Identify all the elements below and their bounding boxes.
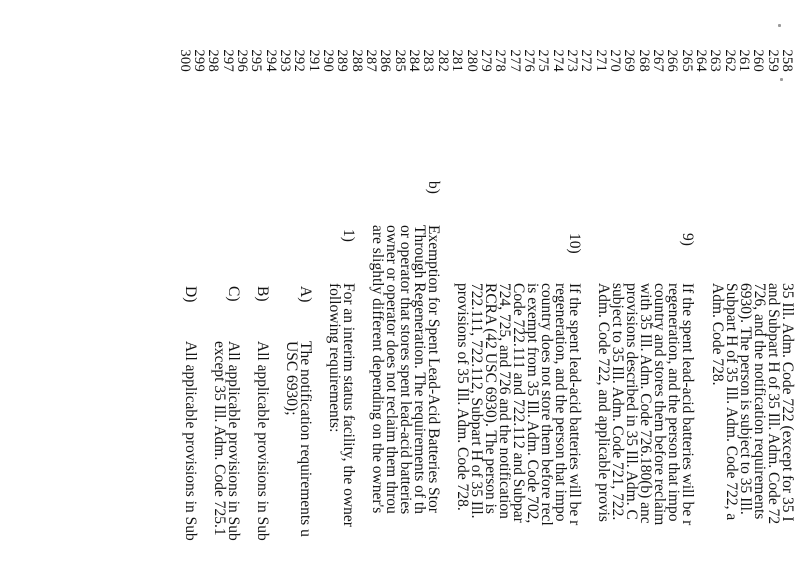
line-number: 262: [721, 49, 738, 72]
subitem-marker: D): [182, 286, 199, 303]
line-number: 264: [692, 49, 709, 72]
line-number: 296: [234, 49, 251, 72]
line-number: 269: [621, 49, 638, 72]
text-line: except 35 Ill. Adm. Code 725.1: [211, 341, 228, 536]
text-line: All applicable provisions in Sub: [254, 341, 271, 541]
text-line: 724, 725, and 726 and the notification: [496, 283, 513, 519]
text-line: All applicable provisions in Sub: [182, 341, 199, 541]
line-number: 285: [391, 49, 408, 72]
text-line: Adm. Code 722, and applicable provis: [595, 283, 612, 522]
line-number: 272: [578, 49, 595, 72]
line-number: 271: [592, 49, 609, 72]
text-line: If the spent lead-acid batteries will be r: [679, 283, 696, 526]
line-number: 291: [305, 49, 322, 72]
line-number: 280: [463, 49, 480, 72]
line-number: 300: [176, 49, 193, 72]
subitem-marker: B): [254, 286, 271, 302]
line-number: 287: [363, 49, 380, 72]
text-line: 722.111, 722.112, Subpart H of 35 Ill.: [468, 283, 485, 519]
text-line: For an interim status facility, the owner: [340, 283, 357, 527]
text-line: Adm. Code 728.: [709, 283, 726, 386]
line-number: 284: [406, 49, 423, 72]
line-number: 283: [420, 49, 437, 72]
subitem-marker: A): [297, 286, 314, 303]
text-line: and Subpart H of 35 Ill. Adm. Code 72: [765, 283, 782, 525]
item-marker: 9): [679, 233, 696, 246]
text-line: Subpart H of 35 Ill. Adm. Code 722, a: [723, 283, 740, 521]
item-marker: 1): [340, 229, 357, 242]
line-number: 263: [707, 49, 724, 72]
text-line: Exemption for Spent Lead-Acid Batteries Stor: [425, 225, 442, 513]
line-number: 298: [205, 49, 222, 72]
text-line: owner or operator does not reclaim them throu: [383, 225, 400, 514]
text-line: country and stores them before reclaim: [651, 283, 668, 526]
line-number: 273: [563, 49, 580, 72]
line-number: 288: [348, 49, 365, 72]
line-number: 266: [664, 49, 681, 72]
text-line: regeneration, and the person that impo: [665, 283, 682, 522]
text-line: is exempt from 35 Ill. Adm. Code 702,: [524, 283, 541, 524]
text-line: 726, and the notification requirements: [751, 283, 768, 520]
line-number: 276: [520, 49, 537, 72]
text-line: 35 Ill. Adm. Code 722 (except for 35 I: [779, 283, 796, 522]
text-line: with 35 Ill. Adm. Code 726.180(b) anc: [637, 283, 654, 524]
line-number: 279: [477, 49, 494, 72]
text-line: following requirements:: [326, 283, 343, 433]
text-line: 6930). The person is subject to 35 Ill.: [737, 283, 754, 515]
line-number: 293: [277, 49, 294, 72]
line-number: 259: [764, 49, 781, 72]
line-number: 297: [219, 49, 236, 72]
text-line: The notification requirements u: [297, 341, 314, 537]
line-number: 289: [334, 49, 351, 72]
line-number: 278: [492, 49, 509, 72]
text-line: All applicable provisions in Sub: [225, 341, 242, 541]
line-number: 261: [735, 49, 752, 72]
line-number: 294: [262, 49, 279, 72]
line-number: 260: [750, 49, 767, 72]
text-line: subject to 35 Ill. Adm. Code 721, 722.: [609, 283, 626, 521]
line-number: 281: [449, 49, 466, 72]
text-line: provisions described in 35 Ill. Adm. C: [623, 283, 640, 520]
line-number: 274: [549, 49, 566, 72]
text-line: RCRA (42 USC 6930). The person is: [482, 283, 499, 514]
text-line: or operator that stores spent lead-acid batteries: [397, 225, 414, 515]
text-line: If the spent lead-acid batteries will be r: [566, 283, 583, 526]
line-number: 292: [291, 49, 308, 72]
line-number: 290: [320, 49, 337, 72]
subitem-marker: C): [225, 286, 242, 302]
line-number: 286: [377, 49, 394, 72]
line-number: 282: [434, 49, 451, 72]
line-number: 258: [779, 49, 795, 72]
line-number: 267: [649, 49, 666, 72]
text-line: country does not store them before recl: [538, 283, 555, 526]
line-number: 265: [678, 49, 695, 72]
line-number: 299: [191, 49, 208, 72]
subsection-marker: b): [425, 181, 442, 194]
line-number: 270: [606, 49, 623, 72]
text-line: Code 722.111 and 722.112 and Subpar: [510, 283, 527, 523]
text-line: Through Regeneration. The requirements of th: [411, 225, 428, 514]
item-marker: 10): [566, 233, 583, 254]
text-line: are slightly different depending on the owner's: [369, 225, 386, 514]
line-number: 268: [635, 49, 652, 72]
line-number: 275: [535, 49, 552, 72]
line-number: 277: [506, 49, 523, 72]
text-line: USC 6930);: [283, 341, 300, 416]
text-line: provisions of 35 Ill. Adm. Code 728.: [454, 283, 471, 511]
text-line: regeneration, and the person that impo: [552, 283, 569, 522]
line-number: 295: [248, 49, 265, 72]
